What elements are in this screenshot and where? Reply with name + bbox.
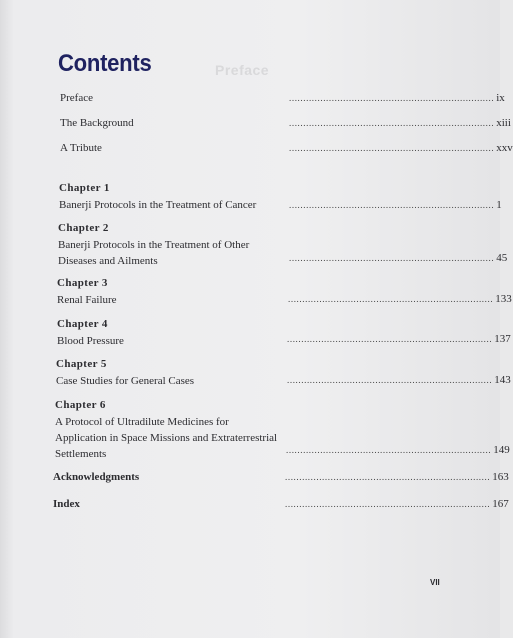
toc-leader [289,90,505,106]
chapter-title-line: Banerji Protocols in the Treatment of Other [58,239,250,251]
toc-entry-index: Index [53,498,80,510]
show-through-text: Preface [215,62,270,78]
dot-leader: ........................................................................ [286,445,492,455]
toc-entry-background [60,115,134,131]
chapter-title-line: Settlements [55,448,107,460]
dot-leader: ........................................................................ [289,118,495,128]
dot-leader: ........................................................................ [285,499,491,509]
chapter-heading: Chapter 2 [58,222,109,234]
page-number: 163 [492,471,509,483]
toc-leader [289,115,511,131]
page-title: Contents [58,50,152,77]
toc-entry-acknowledgments: Acknowledgments [53,471,140,483]
toc-entry-preface [60,90,93,106]
toc-chapter-1 [59,180,256,213]
dot-leader: ........................................................................ [285,472,491,482]
dot-leader: ........................................................................ [289,93,495,103]
toc-leader [287,331,511,347]
chapter-heading: Chapter 4 [57,318,108,330]
chapter-title-line: Case Studies for General Cases [56,375,195,387]
page-number: xiii [496,117,511,129]
dot-leader: ........................................................................ [289,143,495,153]
chapter-title-line: Banerji Protocols in the Treatment of Cancer [59,199,257,211]
toc-leader [289,197,502,213]
page-number: 1 [496,199,502,211]
page-number: 137 [494,333,511,345]
toc-entry-label: Preface [60,92,93,104]
toc-chapter-6 [55,397,277,462]
dot-leader: ........................................................................ [289,200,495,210]
chapter-title-line: Blood Pressure [57,335,124,347]
dot-leader: ........................................................................ [287,375,493,385]
page-number: xxv [496,142,513,154]
dot-leader: ........................................................................ [287,334,493,344]
toc-entry-label: A Tribute [60,142,102,154]
toc-leader [288,291,512,307]
chapter-heading: Chapter 5 [56,358,107,370]
toc-leader [289,140,513,156]
toc-leader [289,250,508,266]
toc-chapter-2 [58,220,249,269]
chapter-title-line: A Protocol of Ultradilute Medicines for [55,416,229,428]
page-number: ix [496,92,505,104]
toc-chapter-5 [56,356,194,389]
chapter-title-line: Diseases and Ailments [58,255,158,267]
page-folio: VII [430,578,440,587]
page-number: 167 [492,498,509,510]
chapter-heading: Chapter 1 [59,182,110,194]
toc-chapter-3 [57,275,117,308]
toc-chapter-4 [57,316,124,349]
toc-leader [285,496,509,512]
chapter-title-line: Application in Space Missions and Extraterrestrial [55,432,278,444]
chapter-title-line: Renal Failure [57,294,117,306]
toc-leader [285,469,509,485]
toc-leader [287,372,511,388]
dot-leader: ........................................................................ [288,294,494,304]
toc-entry-tribute [60,140,102,156]
dot-leader: ........................................................................ [289,253,495,263]
page-number: 133 [495,293,512,305]
toc-leader [286,442,510,458]
toc-entry-label: The Background [60,117,134,129]
page-number: 149 [493,444,510,456]
page-number: 45 [496,252,508,264]
chapter-heading: Chapter 6 [55,399,106,411]
chapter-heading: Chapter 3 [57,277,108,289]
page-number: 143 [494,374,511,386]
